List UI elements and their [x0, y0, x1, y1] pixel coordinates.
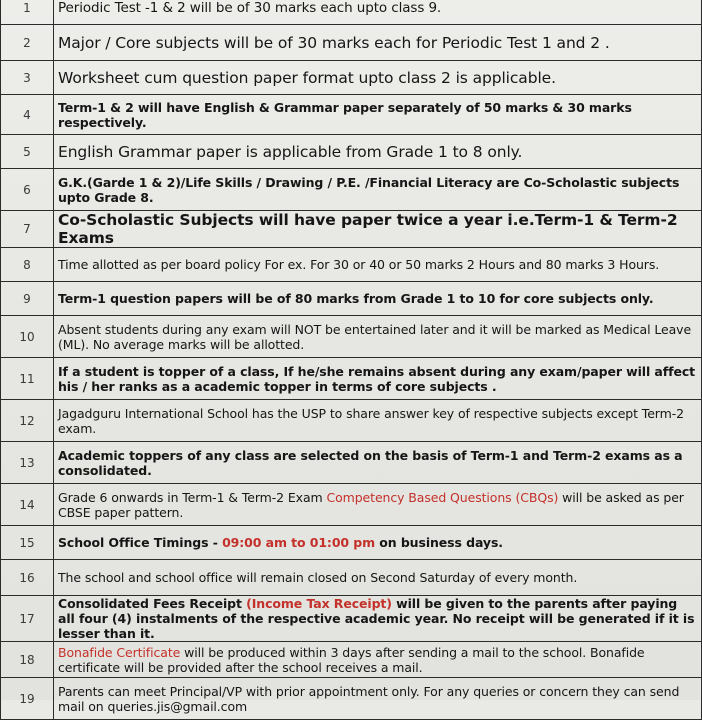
text-segment: Grade 6 onwards in Term-1 & Term-2 Exam	[58, 489, 327, 505]
text-segment: Time allotted as per board policy For ex. For 30 or 40 or 50 marks 2 Hours and 80 marks 3 Hours.	[58, 257, 660, 272]
rule-text	[54, 596, 702, 642]
text-segment: will be produced within 3 days after sending a mail to the school. Bonafide certificate will be provided after the school receives a mail.	[58, 644, 645, 675]
rules-table-body	[1, 0, 702, 720]
text-segment: Periodic Test -1 & 2 will be of 30 marks each upto class 9.	[58, 0, 442, 16]
text-segment: Term-1 & 2 will have English & Grammar paper separately of 50 marks & 30 marks respectively.	[58, 99, 632, 130]
text-segment: Parents can meet Principal/VP with prior appointment only. For any queries or concern they can send mail on queries.jis@gmail.com	[58, 683, 680, 714]
text-segment: The school and school office will remain closed on Second Saturday of every month.	[58, 570, 578, 585]
row-number: 17	[1, 596, 54, 642]
row-number: 10	[1, 316, 54, 358]
rule-text	[54, 526, 702, 560]
rule-text	[54, 400, 702, 442]
row-number: 9	[1, 282, 54, 316]
rule-text	[54, 61, 702, 95]
table-row	[1, 484, 702, 526]
rule-text	[54, 25, 702, 61]
table-row	[1, 169, 702, 211]
row-number: 6	[1, 169, 54, 211]
rule-text	[54, 0, 702, 25]
table-row	[1, 0, 702, 25]
text-segment: Worksheet cum question paper format upto class 2 is applicable.	[58, 68, 556, 87]
highlighted-text: Bonafide Certificate	[58, 644, 181, 660]
highlighted-text: 09:00 am to 01:00 pm	[222, 535, 376, 550]
rule-text	[54, 358, 702, 400]
rule-text	[54, 282, 702, 316]
highlighted-text: (Income Tax Receipt)	[246, 596, 392, 611]
table-row	[1, 678, 702, 720]
table-row	[1, 282, 702, 316]
text-segment: Absent students during any exam will NOT be entertained later and it will be marked as Medical Leave (ML). No average marks will be allotted.	[58, 321, 692, 352]
text-segment: will be asked as per CBSE paper pattern.	[58, 489, 684, 520]
rule-text	[54, 316, 702, 358]
rule-text	[54, 484, 702, 526]
text-segment: Co-Scholastic Subjects will have paper twice a year i.e.Term-1 & Term-2 Exams	[58, 211, 678, 247]
table-row	[1, 211, 702, 248]
text-segment: on business days.	[375, 535, 503, 550]
table-row	[1, 560, 702, 596]
text-segment: If a student is topper of a class, If he/she remains absent during any exam/paper will affect his / her ranks as a academic topper in terms of core subjects .	[58, 363, 696, 394]
text-segment: Jagadguru International School has the USP to share answer key of respective subjects except Term-2 exam.	[58, 405, 684, 436]
rule-text	[54, 95, 702, 135]
row-number: 4	[1, 95, 54, 135]
text-segment: Major / Core subjects will be of 30 marks each for Periodic Test 1 and 2 .	[58, 33, 610, 52]
row-number: 11	[1, 358, 54, 400]
highlighted-text: Competency Based Questions (CBQs)	[326, 489, 559, 505]
row-number: 12	[1, 400, 54, 442]
table-row	[1, 596, 702, 642]
table-row	[1, 248, 702, 282]
row-number: 15	[1, 526, 54, 560]
row-number: 5	[1, 135, 54, 169]
rule-text	[54, 211, 702, 248]
text-segment: School Office Timings -	[58, 535, 223, 550]
text-segment: will be given to the parents after paying all four (4) instalments of the respective academic year. No receipt will be generated if it is lesser than it.	[58, 596, 695, 641]
table-row	[1, 25, 702, 61]
rule-text	[54, 135, 702, 169]
rule-text	[54, 560, 702, 596]
text-segment: G.K.(Garde 1 & 2)/Life Skills / Drawing / P.E. /Financial Literacy are Co-Scholastic subjects upto Grade 8.	[58, 174, 680, 205]
row-number: 7	[1, 211, 54, 248]
text-segment: English Grammar paper is applicable from Grade 1 to 8 only.	[58, 142, 523, 161]
rule-text	[54, 169, 702, 211]
row-number: 8	[1, 248, 54, 282]
text-segment: Consolidated Fees Receipt	[58, 596, 247, 611]
row-number: 16	[1, 560, 54, 596]
table-row	[1, 400, 702, 442]
table-row	[1, 526, 702, 560]
table-row	[1, 95, 702, 135]
text-segment: Academic toppers of any class are selected on the basis of Term-1 and Term-2 exams as a consolidated.	[58, 447, 683, 478]
row-number: 13	[1, 442, 54, 484]
row-number: 18	[1, 642, 54, 678]
rule-text	[54, 248, 702, 282]
rule-text	[54, 678, 702, 720]
rule-text	[54, 442, 702, 484]
table-row	[1, 442, 702, 484]
row-number: 19	[1, 678, 54, 720]
row-number: 3	[1, 61, 54, 95]
row-number: 1	[1, 0, 54, 25]
table-row	[1, 135, 702, 169]
rule-text	[54, 642, 702, 678]
table-row	[1, 61, 702, 95]
table-row	[1, 358, 702, 400]
text-segment: Term-1 question papers will be of 80 marks from Grade 1 to 10 for core subjects only.	[58, 291, 654, 306]
table-row	[1, 316, 702, 358]
table-row	[1, 642, 702, 678]
row-number: 14	[1, 484, 54, 526]
row-number: 2	[1, 25, 54, 61]
